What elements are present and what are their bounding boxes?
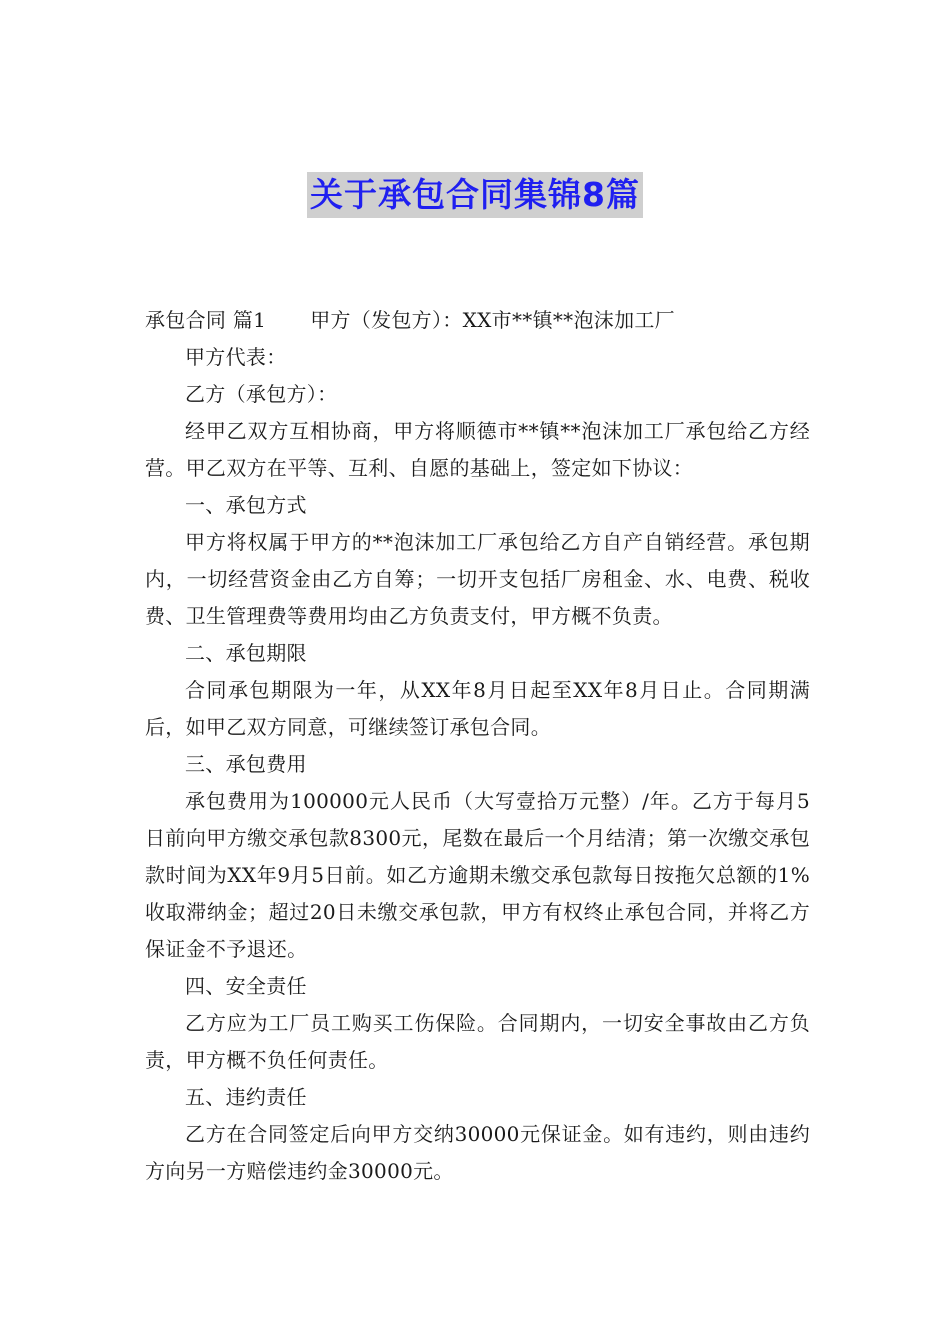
first-line bbox=[145, 302, 810, 339]
paragraph: 乙方在合同签定后向甲方交纳30000元保证金。如有违约，则由违约方向另一方赔偿违约金30000元。 bbox=[145, 1122, 810, 1183]
paragraph: 合同承包期限为一年，从XX年8月日起至XX年8月日止。合同期满后，如甲乙双方同意，可继续签订承包合同。 bbox=[145, 678, 810, 739]
paragraph: 甲方代表： bbox=[185, 345, 287, 369]
paragraph: 乙方（承包方）： bbox=[185, 382, 338, 406]
section-heading: 三、承包费用 bbox=[185, 752, 307, 776]
document-body bbox=[145, 302, 810, 1190]
section-heading: 二、承包期限 bbox=[185, 641, 307, 665]
paragraph: 经甲乙双方互相协商，甲方将顺德市**镇**泡沫加工厂承包给乙方经营。甲乙双方在平等、互利、自愿的基础上，签定如下协议： bbox=[145, 419, 810, 480]
paragraph: 承包费用为100000元人民币（大写壹拾万元整）/年。乙方于每月5日前向甲方缴交承包款8300元，尾数在最后一个月结清；第一次缴交承包款时间为XX年9月5日前。如乙方逾期未缴交承包款每日按拖欠总额的1%收取滞纳金；超过20日未缴交承包款，甲方有权终止承包合同，并将乙方保证金不予退还。 bbox=[145, 789, 810, 961]
document-title: 关于承包合同集锦8篇 bbox=[307, 172, 643, 218]
section-heading: 五、违约责任 bbox=[185, 1085, 307, 1109]
paragraph: 乙方应为工厂员工购买工伤保险。合同期内，一切安全事故由乙方负责，甲方概不负任何责任。 bbox=[145, 1011, 810, 1072]
paragraph: 甲方将权属于甲方的**泡沫加工厂承包给乙方自产自销经营。承包期内，一切经营资金由乙方自筹；一切开支包括厂房租金、水、电费、税收费、卫生管理费等费用均由乙方负责支付，甲方概不负责。 bbox=[145, 530, 810, 628]
title-container bbox=[0, 172, 950, 218]
section-heading: 一、承包方式 bbox=[185, 493, 307, 517]
party-a-line: 甲方（发包方）：XX市**镇**泡沫加工厂 bbox=[310, 308, 675, 332]
section-label: 承包合同 篇1 bbox=[145, 308, 267, 332]
section-heading: 四、安全责任 bbox=[185, 974, 307, 998]
